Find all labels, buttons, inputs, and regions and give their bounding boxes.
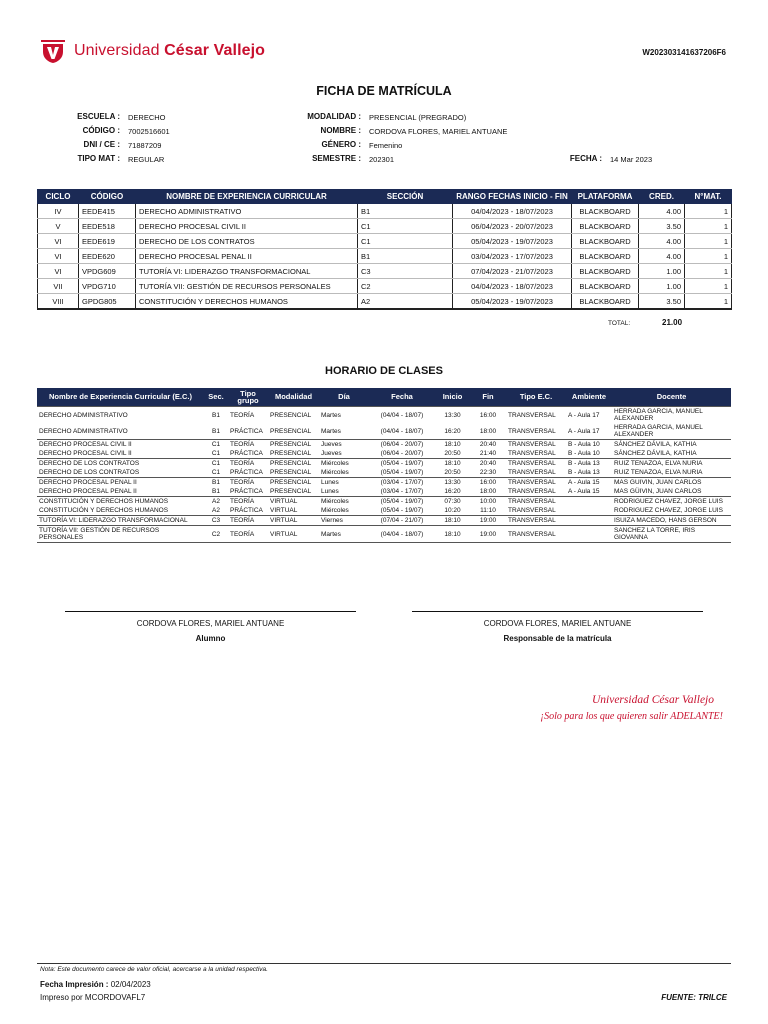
cell-nombre: TUTORÍA VI: LIDERAZGO TRANSFORMACIONAL [136,264,358,279]
cell-rango: 05/04/2023 - 19/07/2023 [453,294,572,310]
cell-sec: C1 [204,459,228,469]
cell-codigo: VPDG609 [79,264,136,279]
cell-sec: B1 [204,407,228,424]
cell-fin: 19:00 [470,516,506,526]
cell-tipo-ec: TRANSVERSAL [508,427,556,435]
cell-fecha: (05/04 - 19/07) [380,469,424,476]
cell-dia: Jueves [319,440,369,450]
nombre-label: NOMBRE : [320,126,361,135]
table-row [37,478,731,488]
cell-ec: CONSTITUCIÓN Y DERECHOS HUMANOS [39,507,169,514]
cell-sec: C1 [211,469,221,476]
courses-header-row [38,190,732,204]
cell-fin: 16:00 [470,407,506,424]
codigo-label: CÓDIGO : [82,126,120,135]
cell-fecha: (04/04 - 18/07) [369,407,435,424]
alumno-signature-line [65,611,356,612]
cell-sec: A2 [204,497,228,507]
cell-tipo-ec: TRANSVERSAL [506,497,566,507]
page-title: FICHA DE MATRÍCULA [316,84,452,98]
cell-fin: 20:40 [470,459,506,469]
cell-fecha: (07/04 - 21/07) [369,516,435,526]
col-rango: RANGO FECHAS INICIO - FIN [453,190,572,204]
cell-docente: MAS GUIVIN, JUAN CARLOS [612,478,731,488]
cell-nmat: 1 [685,234,732,249]
cell-fecha: (05/04 - 19/07) [380,507,424,514]
cell-modalidad: PRESENCIAL [268,440,319,450]
table-row [37,526,731,543]
cell-tipo-grupo: TEORÍA [228,516,268,526]
cell-ec: DERECHO ADMINISTRATIVO [39,427,128,435]
cell-inicio: 10:20 [444,507,461,514]
cell-fin: 18:00 [479,427,497,435]
cell-rango: 04/04/2023 - 18/07/2023 [453,204,572,219]
cell-inicio: 16:20 [444,427,461,435]
cell-tipo-ec: TRANSVERSAL [506,478,566,488]
table-row [38,249,732,264]
genero-label: GÉNERO : [321,140,361,149]
cell-cred: 1.00 [639,279,685,294]
ucv-shield-icon [40,38,66,64]
cell-tipo-ec: TRANSVERSAL [506,516,566,526]
fecha-label: FECHA : [569,154,602,163]
cell-modalidad: PRESENCIAL [270,450,312,457]
table-row [37,497,731,507]
col-docente: Docente [612,388,731,407]
cell-rango: 03/04/2023 - 17/07/2023 [453,249,572,264]
cell-dia: Miércoles [321,469,349,476]
seal-university: Universidad César Vallejo [591,694,714,706]
tipo-mat-value: REGULAR [128,155,165,164]
alumno-name: CORDOVA FLORES, MARIEL ANTUANE [136,619,285,628]
cell-tipo-grupo: PRÁCTICA [230,427,263,435]
table-row [38,264,732,279]
cell-ec: TUTORÍA VI: LIDERAZGO TRANSFORMACIONAL [37,516,204,526]
cell-docente: RUIZ TENAZOA, ELVA NURIA [614,469,703,476]
col-sec: Sec. [204,388,228,407]
cell-rango: 06/04/2023 - 20/07/2023 [453,219,572,234]
responsable-signature-line [412,611,703,612]
cell-tipo-grupo: TEORÍA [228,497,268,507]
cell-ambiente: B - Aula 10 [568,450,600,457]
table-row [37,487,731,497]
cell-ambiente: A - Aula 17 [566,407,612,424]
print-date [40,980,151,989]
cell-tipo-ec: TRANSVERSAL [506,440,566,450]
cell-seccion: A2 [358,294,453,310]
cell-modalidad: PRESENCIAL [270,427,312,435]
cell-ec: DERECHO DE LOS CONTRATOS [37,459,204,469]
cell-ambiente [566,526,612,543]
cell-ambiente: A - Aula 17 [568,427,600,435]
cell-nmat: 1 [685,249,732,264]
cell-nmat: 1 [685,264,732,279]
cell-fecha: (06/04 - 20/07) [369,440,435,450]
cell-fin: 11:10 [480,507,496,514]
col-inicio: Inicio [435,388,470,407]
cell-tipo-grupo: TEORÍA [228,459,268,469]
nombre-value: CORDOVA FLORES, MARIEL ANTUANE [369,127,508,136]
courses-table [37,189,732,310]
cell-modalidad: VIRTUAL [268,497,319,507]
table-row [37,440,731,450]
cell-tipo-grupo: PRÁCTICA [230,488,263,495]
cell-tipo-ec: TRANSVERSAL [506,459,566,469]
cell-fin: 18:00 [479,488,497,495]
total-label: TOTAL: [608,320,631,327]
col-seccion: SECCIÓN [358,190,453,204]
cell-dia: Lunes [319,478,369,488]
cell-sec: B1 [212,488,220,495]
cell-ambiente: B - Aula 13 [568,469,600,476]
cell-ciclo: VII [38,279,79,294]
responsable-name: CORDOVA FLORES, MARIEL ANTUANE [483,619,632,628]
cell-fin: 16:00 [470,478,506,488]
footer-divider [37,963,731,964]
cell-fecha: (04/04 - 18/07) [380,427,424,435]
cell-sec: A2 [212,507,220,514]
total-value: 21.00 [662,318,683,327]
cell-plataforma: BLACKBOARD [572,279,639,294]
cell-inicio: 16:20 [444,488,461,495]
cell-docente: HERRADA GARCIA, MANUEL ALEXANDER [614,424,703,438]
cell-ciclo: VI [38,249,79,264]
responsable-role: Responsable de la matrícula [503,634,612,643]
cell-tipo-ec: TRANSVERSAL [508,488,556,495]
cell-nmat: 1 [685,219,732,234]
cell-plataforma: BLACKBOARD [572,234,639,249]
genero-value: Femenino [369,141,403,150]
cell-docente: RODRIGUEZ CHAVEZ, JORGE LUIS [612,497,731,507]
cell-codigo: VPDG710 [79,279,136,294]
col-modalidad: Modalidad [268,388,319,407]
print-date-value: 02/04/2023 [110,980,151,989]
table-row [38,219,732,234]
cell-tipo-ec: TRANSVERSAL [508,469,556,476]
cell-sec: C2 [204,526,228,543]
cell-docente: SÁNCHEZ DÁVILA, KATHIA [612,440,731,450]
cell-ec: DERECHO DE LOS CONTRATOS [39,469,140,476]
cell-ec: TUTORÍA VII: GESTIÓN DE RECURSOS PERSONALES [37,526,204,543]
cell-sec: B1 [204,478,228,488]
cell-inicio: 18:10 [435,440,470,450]
cell-plataforma: BLACKBOARD [572,219,639,234]
cell-docente: ISUIZA MACEDO, HANS GERSON [612,516,731,526]
table-row [38,204,732,219]
cell-modalidad: PRESENCIAL [270,488,312,495]
cell-modalidad: PRESENCIAL [268,407,319,424]
cell-docente: RUIZ TENAZOA, ELVA NURIA [612,459,731,469]
modalidad-label: MODALIDAD : [307,112,361,121]
col-fin: Fin [470,388,506,407]
cell-nombre: DERECHO ADMINISTRATIVO [136,204,358,219]
cell-fin: 21:40 [479,450,497,457]
cell-dia: Miércoles [321,507,349,514]
cell-tipo-ec: TRANSVERSAL [506,407,566,424]
semestre-label: SEMESTRE : [312,154,361,163]
cell-inicio: 18:10 [435,516,470,526]
cell-rango: 07/04/2023 - 21/07/2023 [453,264,572,279]
cell-fin: 10:00 [470,497,506,507]
cell-cred: 1.00 [639,264,685,279]
table-row [37,449,731,459]
cell-codigo: EEDE415 [79,204,136,219]
cell-dia: Miércoles [319,459,369,469]
cell-ciclo: VI [38,234,79,249]
col-fecha: Fecha [369,388,435,407]
cell-tipo-ec: TRANSVERSAL [508,450,556,457]
cell-dia: Viernes [319,516,369,526]
cell-nombre: DERECHO DE LOS CONTRATOS [136,234,358,249]
cell-modalidad: VIRTUAL [268,516,319,526]
print-date-label: Fecha Impresión : [40,980,109,989]
semestre-value: 202301 [369,155,395,164]
fecha-value: 14 Mar 2023 [610,155,653,164]
cell-ambiente [566,506,612,516]
cell-seccion: B1 [358,204,453,219]
cell-seccion: C1 [358,234,453,249]
cell-inicio: 18:10 [435,459,470,469]
cell-tipo-grupo: PRÁCTICA [230,450,263,457]
cell-ec: DERECHO ADMINISTRATIVO [37,407,204,424]
cell-tipo-ec: TRANSVERSAL [508,507,556,514]
cell-tipo-grupo: TEORÍA [228,440,268,450]
cell-inicio: 20:50 [444,450,461,457]
cell-dia: Martes [321,427,341,435]
cell-codigo: GPDG805 [79,294,136,310]
university-logo [40,38,265,64]
col-nombre: NOMBRE DE EXPERIENCIA CURRICULAR [136,190,358,204]
cell-fecha: (04/04 - 18/07) [369,526,435,543]
table-row [37,468,731,478]
cell-fecha: (05/04 - 19/07) [369,459,435,469]
cell-inicio: 18:10 [435,526,470,543]
cell-ciclo: VIII [38,294,79,310]
codigo-value: 7002516601 [128,127,170,136]
cell-dia: Martes [319,407,369,424]
modalidad-value: PRESENCIAL (PREGRADO) [369,113,467,122]
cell-sec: C3 [204,516,228,526]
cell-fecha: (05/04 - 19/07) [369,497,435,507]
university-name: Universidad César Vallejo [74,42,266,59]
escuela-value: DERECHO [128,113,166,122]
cell-nmat: 1 [685,204,732,219]
dni-label: DNI / CE : [83,140,120,149]
schedule-table [37,388,731,543]
cell-codigo: EEDE619 [79,234,136,249]
cell-fecha: (06/04 - 20/07) [380,450,424,457]
cell-fecha: (03/04 - 17/07) [369,478,435,488]
cell-docente: RODRIGUEZ CHAVEZ, JORGE LUIS [614,507,723,514]
col-cred: CRED. [639,190,685,204]
cell-ec: DERECHO PROCESAL PENAL II [37,478,204,488]
table-row [37,516,731,526]
cell-codigo: EEDE518 [79,219,136,234]
col-dia: Día [319,388,369,407]
cell-docente: MAS GÜIVIN, JUAN CARLOS [614,488,702,495]
cell-dia: Miércoles [319,497,369,507]
cell-ambiente: A - Aula 15 [566,478,612,488]
col-codigo: CÓDIGO [79,190,136,204]
printed-by: Impreso por MCORDOVAFL7 [40,993,146,1002]
cell-inicio: 20:50 [444,469,461,476]
cell-fin: 19:00 [470,526,506,543]
cell-modalidad: PRESENCIAL [268,459,319,469]
cell-seccion: C2 [358,279,453,294]
cell-docente: HERRADA GARCIA, MANUEL ALEXANDER [612,407,731,424]
cell-rango: 04/04/2023 - 18/07/2023 [453,279,572,294]
escuela-label: ESCUELA : [77,112,120,121]
cell-ambiente: A - Aula 15 [568,488,600,495]
cell-plataforma: BLACKBOARD [572,264,639,279]
cell-fecha: (03/04 - 17/07) [380,488,424,495]
cell-nombre: CONSTITUCIÓN Y DERECHOS HUMANOS [136,294,358,310]
cell-sec: C1 [204,440,228,450]
col-tipo-grupo: Tipo grupo [228,388,268,407]
footer-note: Nota: Este documento carece de valor oficial, acercarse a la unidad respectiva. [40,966,268,973]
cell-modalidad: VIRTUAL [270,507,298,514]
table-row [37,506,731,516]
table-row [38,279,732,294]
cell-cred: 4.00 [639,249,685,264]
cell-codigo: EEDE620 [79,249,136,264]
cell-ec: DERECHO PROCESAL CIVIL II [39,450,132,457]
table-row [37,459,731,469]
cell-nombre: TUTORÍA VII: GESTIÓN DE RECURSOS PERSONALES [136,279,358,294]
col-ambiente: Ambiente [566,388,612,407]
cell-ciclo: V [38,219,79,234]
document-id: W202303141637206F6 [642,48,726,57]
cell-modalidad: PRESENCIAL [268,478,319,488]
cell-ec: CONSTITUCIÓN Y DERECHOS HUMANOS [37,497,204,507]
footer-source: FUENTE: TRILCE [661,993,727,1002]
table-row [37,407,731,424]
cell-seccion: C3 [358,264,453,279]
cell-ec: DERECHO PROCESAL PENAL II [39,488,137,495]
cell-seccion: C1 [358,219,453,234]
cell-cred: 4.00 [639,204,685,219]
cell-ciclo: IV [38,204,79,219]
schedule-header-row [37,388,731,407]
col-plataforma: PLATAFORMA [572,190,639,204]
cell-tipo-grupo: TEORÍA [228,526,268,543]
cell-tipo-ec: TRANSVERSAL [506,526,566,543]
col-nmat: N°MAT. [685,190,732,204]
dni-value: 71887209 [128,141,162,150]
cell-tipo-grupo: TEORÍA [228,407,268,424]
cell-inicio: 07:30 [435,497,470,507]
cell-modalidad: PRESENCIAL [270,469,312,476]
cell-dia: Jueves [321,450,342,457]
cell-nombre: DERECHO PROCESAL PENAL II [136,249,358,264]
alumno-role: Alumno [195,634,226,643]
cell-ambiente: B - Aula 13 [566,459,612,469]
cell-sec: B1 [212,427,220,435]
cell-seccion: B1 [358,249,453,264]
cell-fin: 20:40 [470,440,506,450]
cell-plataforma: BLACKBOARD [572,294,639,310]
cell-nombre: DERECHO PROCESAL CIVIL II [136,219,358,234]
cell-docente: SÁNCHEZ DÁVILA, KATHIA [614,450,697,457]
cell-ciclo: VI [38,264,79,279]
cell-nmat: 1 [685,294,732,310]
cell-cred: 4.00 [639,234,685,249]
cell-inicio: 13:30 [435,478,470,488]
col-tipo-ec: Tipo E.C. [506,388,566,407]
cell-rango: 05/04/2023 - 19/07/2023 [453,234,572,249]
cell-inicio: 13:30 [435,407,470,424]
cell-dia: Martes [319,526,369,543]
col-ec: Nombre de Experiencia Curricular (E.C.) [37,388,204,407]
table-row [38,234,732,249]
cell-tipo-grupo: TEORÍA [228,478,268,488]
cell-dia: Lunes [321,488,339,495]
cell-plataforma: BLACKBOARD [572,249,639,264]
seal-slogan: ¡Solo para los que quieren salir ADELANTE! [540,711,723,722]
cell-docente: SANCHEZ LA TORRE, IRIS GIOVANNA [612,526,731,543]
cell-tipo-grupo: PRÁCTICA [230,507,263,514]
cell-nmat: 1 [685,279,732,294]
cell-fin: 22:30 [479,469,497,476]
cell-sec: C1 [211,450,221,457]
cell-modalidad: VIRTUAL [268,526,319,543]
tipo-mat-label: TIPO MAT : [77,154,120,163]
cell-ec: DERECHO PROCESAL CIVIL II [37,440,204,450]
schedule-title: HORARIO DE CLASES [325,365,443,377]
cell-plataforma: BLACKBOARD [572,204,639,219]
cell-cred: 3.50 [639,294,685,310]
cell-cred: 3.50 [639,219,685,234]
col-ciclo: CICLO [38,190,79,204]
cell-tipo-grupo: PRÁCTICA [230,469,263,476]
table-row [38,294,732,310]
cell-ambiente: B - Aula 10 [566,440,612,450]
cell-ambiente [566,516,612,526]
cell-ambiente [566,497,612,507]
table-row [37,423,731,440]
